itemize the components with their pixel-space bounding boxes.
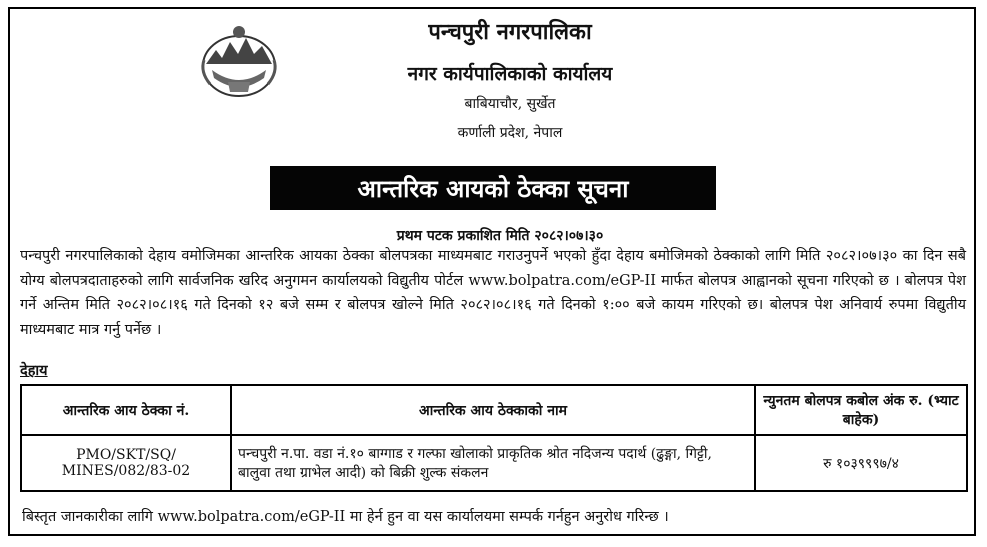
cell-min-bid-amount: रु १०३९९९७/४: [755, 435, 967, 491]
office-name: नगर कार्यपालिकाको कार्यालय: [407, 63, 613, 85]
address-line-1: बाबियाचौर, सुर्खेत: [464, 96, 556, 112]
header-contract-name: आन्तरिक आय ठेक्काको नाम: [231, 385, 755, 435]
header-min-bid-amount: न्युनतम बोलपत्र कबोल अंक रु. (भ्याट बाहेक): [755, 385, 967, 435]
footer-note: बिस्तृत जानकारीका लागि www.bolpatra.com/eGP-II मा हेर्न हुन वा यस कार्यालयमा सम्पर्क गर्नहुन अनुरोध गरिन्छ ।: [22, 509, 669, 525]
address-line-2: कर्णाली प्रदेश, नेपाल: [457, 125, 563, 141]
first-published-date: प्रथम पटक प्रकाशित मिति २०८२।०७।३०: [396, 228, 604, 244]
table-header-row: [21, 385, 967, 435]
schedule-subheading: देहाय: [20, 362, 48, 379]
notice-body: पन्चपुरी नगरपालिकाको देहाय वमोजिमका आन्तरिक आयका ठेक्का बोलपत्रका माध्यमबाट गराउनुपर्ने भएको हुँदा देहाय बमोजिमको ठेक्काको लागि मिति २०८२।०७।३० का दिन सबै योग्य बोलपत्रदाताहरुको लागि सार्वजनिक खरिद अनुगमन कार्यालयको विद्युतीय पोर्टल www.bolpatra.com/eGP-II मार्फत बोलपत्र आह्वानको सूचना गरिएको छ । बोलपत्र पेश गर्ने अन्तिम मिति २०८२।०८।१६ गते दिनको १२ बजे सम्म र बोलपत्र खोल्ने मिति २०८२।०८।१६ गते दिनको १:०० बजे कायम गरिएको छ। बोलपत्र पेश अनिवार्य रुपमा विद्युतीय माध्यमबाट मात्र गर्नु पर्नेछ ।: [20, 248, 966, 338]
header-contract-no: आन्तरिक आय ठेक्का नं.: [21, 385, 231, 435]
table-row: [21, 435, 967, 491]
nepal-government-emblem-icon: [198, 20, 280, 102]
contract-table: [20, 384, 968, 492]
notice-title: आन्तरिक आयको ठेक्का सूचना: [270, 166, 716, 210]
municipality-name: पन्चपुरी नगरपालिका: [428, 19, 592, 45]
cell-contract-name: पन्चपुरी न.पा. वडा नं.१० बाग्गाड र गल्फा खोलाको प्राकृतिक श्रोत नदिजन्य पदार्थ (ढुङ्गा, गिट्टी, बालुवा तथा ग्राभेल आदी) को बिक्री शुल्क संकलन: [231, 435, 755, 491]
cell-contract-no: PMO/SKT/SQ/ MINES/082/83-02: [21, 435, 231, 491]
